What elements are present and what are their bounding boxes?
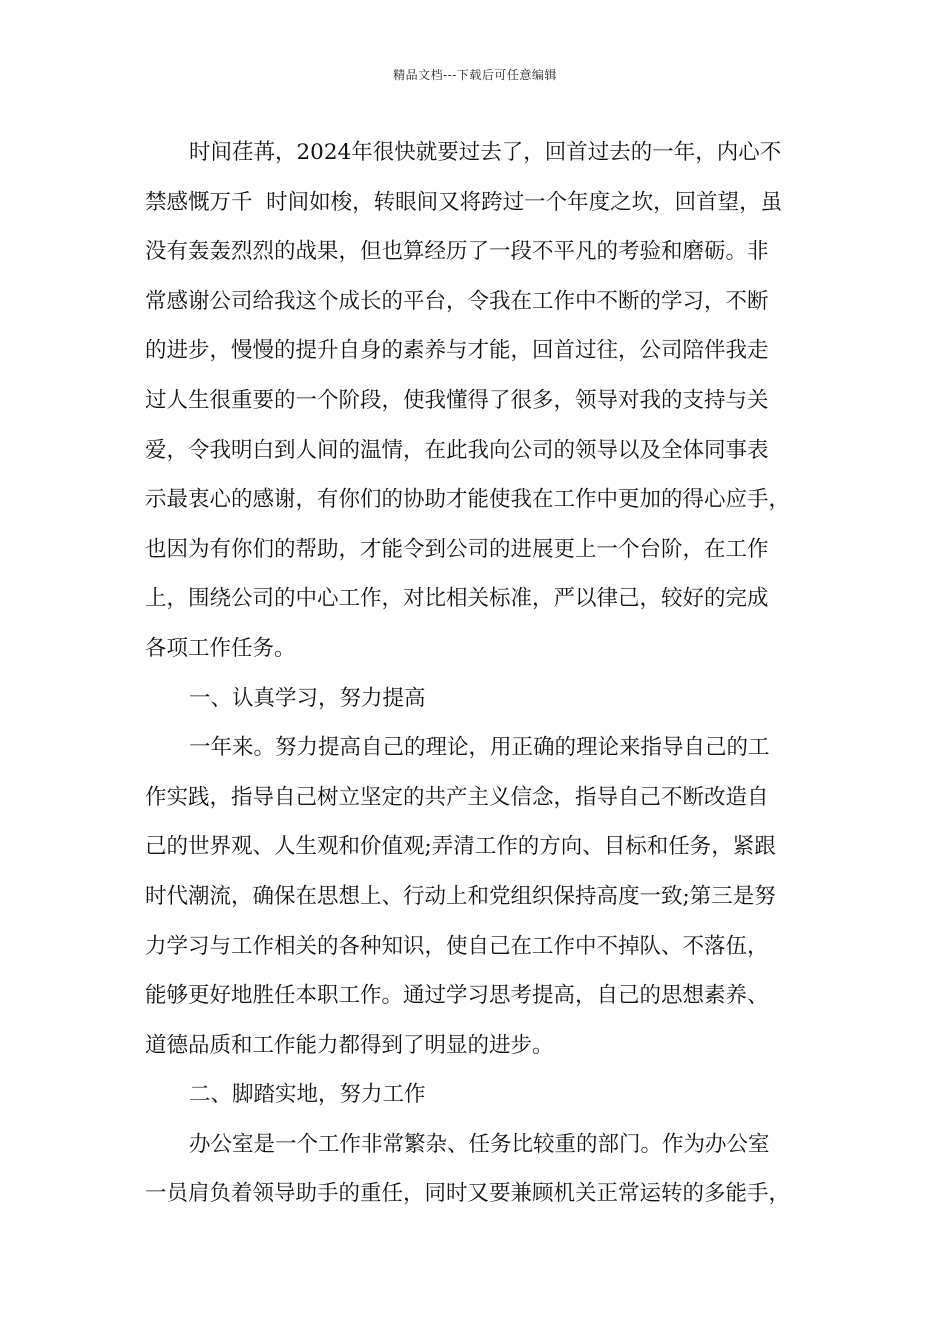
text-line: 上，围绕公司的中心工作，对比相关标准，严以律己，较好的完成 [145,586,769,612]
text-line: 示最衷心的感谢，有你们的协助才能使我在工作中更加的得心应手， [145,487,791,513]
page-header: 精品文档---下载后可任意编辑 [393,68,557,82]
text-line: 没有轰轰烈烈的战果，但也算经历了一段不平凡的考验和磨砺。非 [145,239,769,265]
document-body [145,128,827,1219]
text-line: 一员肩负着领导助手的重任，同时又要兼顾机关正常运转的多能手， [145,1181,791,1207]
text-line: 过人生很重要的一个阶段，使我懂得了很多，领导对我的支持与关 [145,387,769,413]
text-line: 爱，令我明白到人间的温情，在此我向公司的领导以及全体同事表 [145,437,769,463]
text-line: 的进步，慢慢的提升自身的素养与才能，回首过往，公司陪伴我走 [145,338,769,364]
section-heading-1: 一、认真学习，努力提高 [189,685,426,711]
text-line: 办公室是一个工作非常繁杂、任务比较重的部门。作为办公室 [189,1131,770,1157]
text-line: 一年来。努力提高自己的理论，用正确的理论来指导自己的工 [189,735,770,761]
text-line: 常感谢公司给我这个成长的平台，令我在工作中不断的学习，不断 [145,288,769,314]
text-line: 己的世界观、人生观和价值观;弄清工作的方向、目标和任务，紧跟 [145,834,776,860]
text-line: 道德品质和工作能力都得到了明显的进步。 [145,1032,554,1058]
text-line: 也因为有你们的帮助，才能令到公司的进展更上一个台阶，在工作 [145,536,769,562]
text-line: 禁感慨万千 时间如梭，转眼间又将跨过一个年度之坎，回首望，虽 [145,189,783,215]
text-line: 能够更好地胜任本职工作。通过学习思考提高，自己的思想素养、 [145,983,769,1009]
text-line: 各项工作任务。 [145,635,296,661]
section-heading-2: 二、脚踏实地，努力工作 [189,1082,426,1108]
text-line: 时间荏苒，2024年很快就要过去了，回首过去的一年，内心不 [189,140,782,165]
text-line: 时代潮流，确保在思想上、行动上和党组织保持高度一致;第三是努 [145,883,776,909]
text-line: 作实践，指导自己树立坚定的共产主义信念，指导自己不断改造自 [145,784,769,810]
text-line: 力学习与工作相关的各种知识，使自己在工作中不掉队、不落伍， [145,933,769,959]
